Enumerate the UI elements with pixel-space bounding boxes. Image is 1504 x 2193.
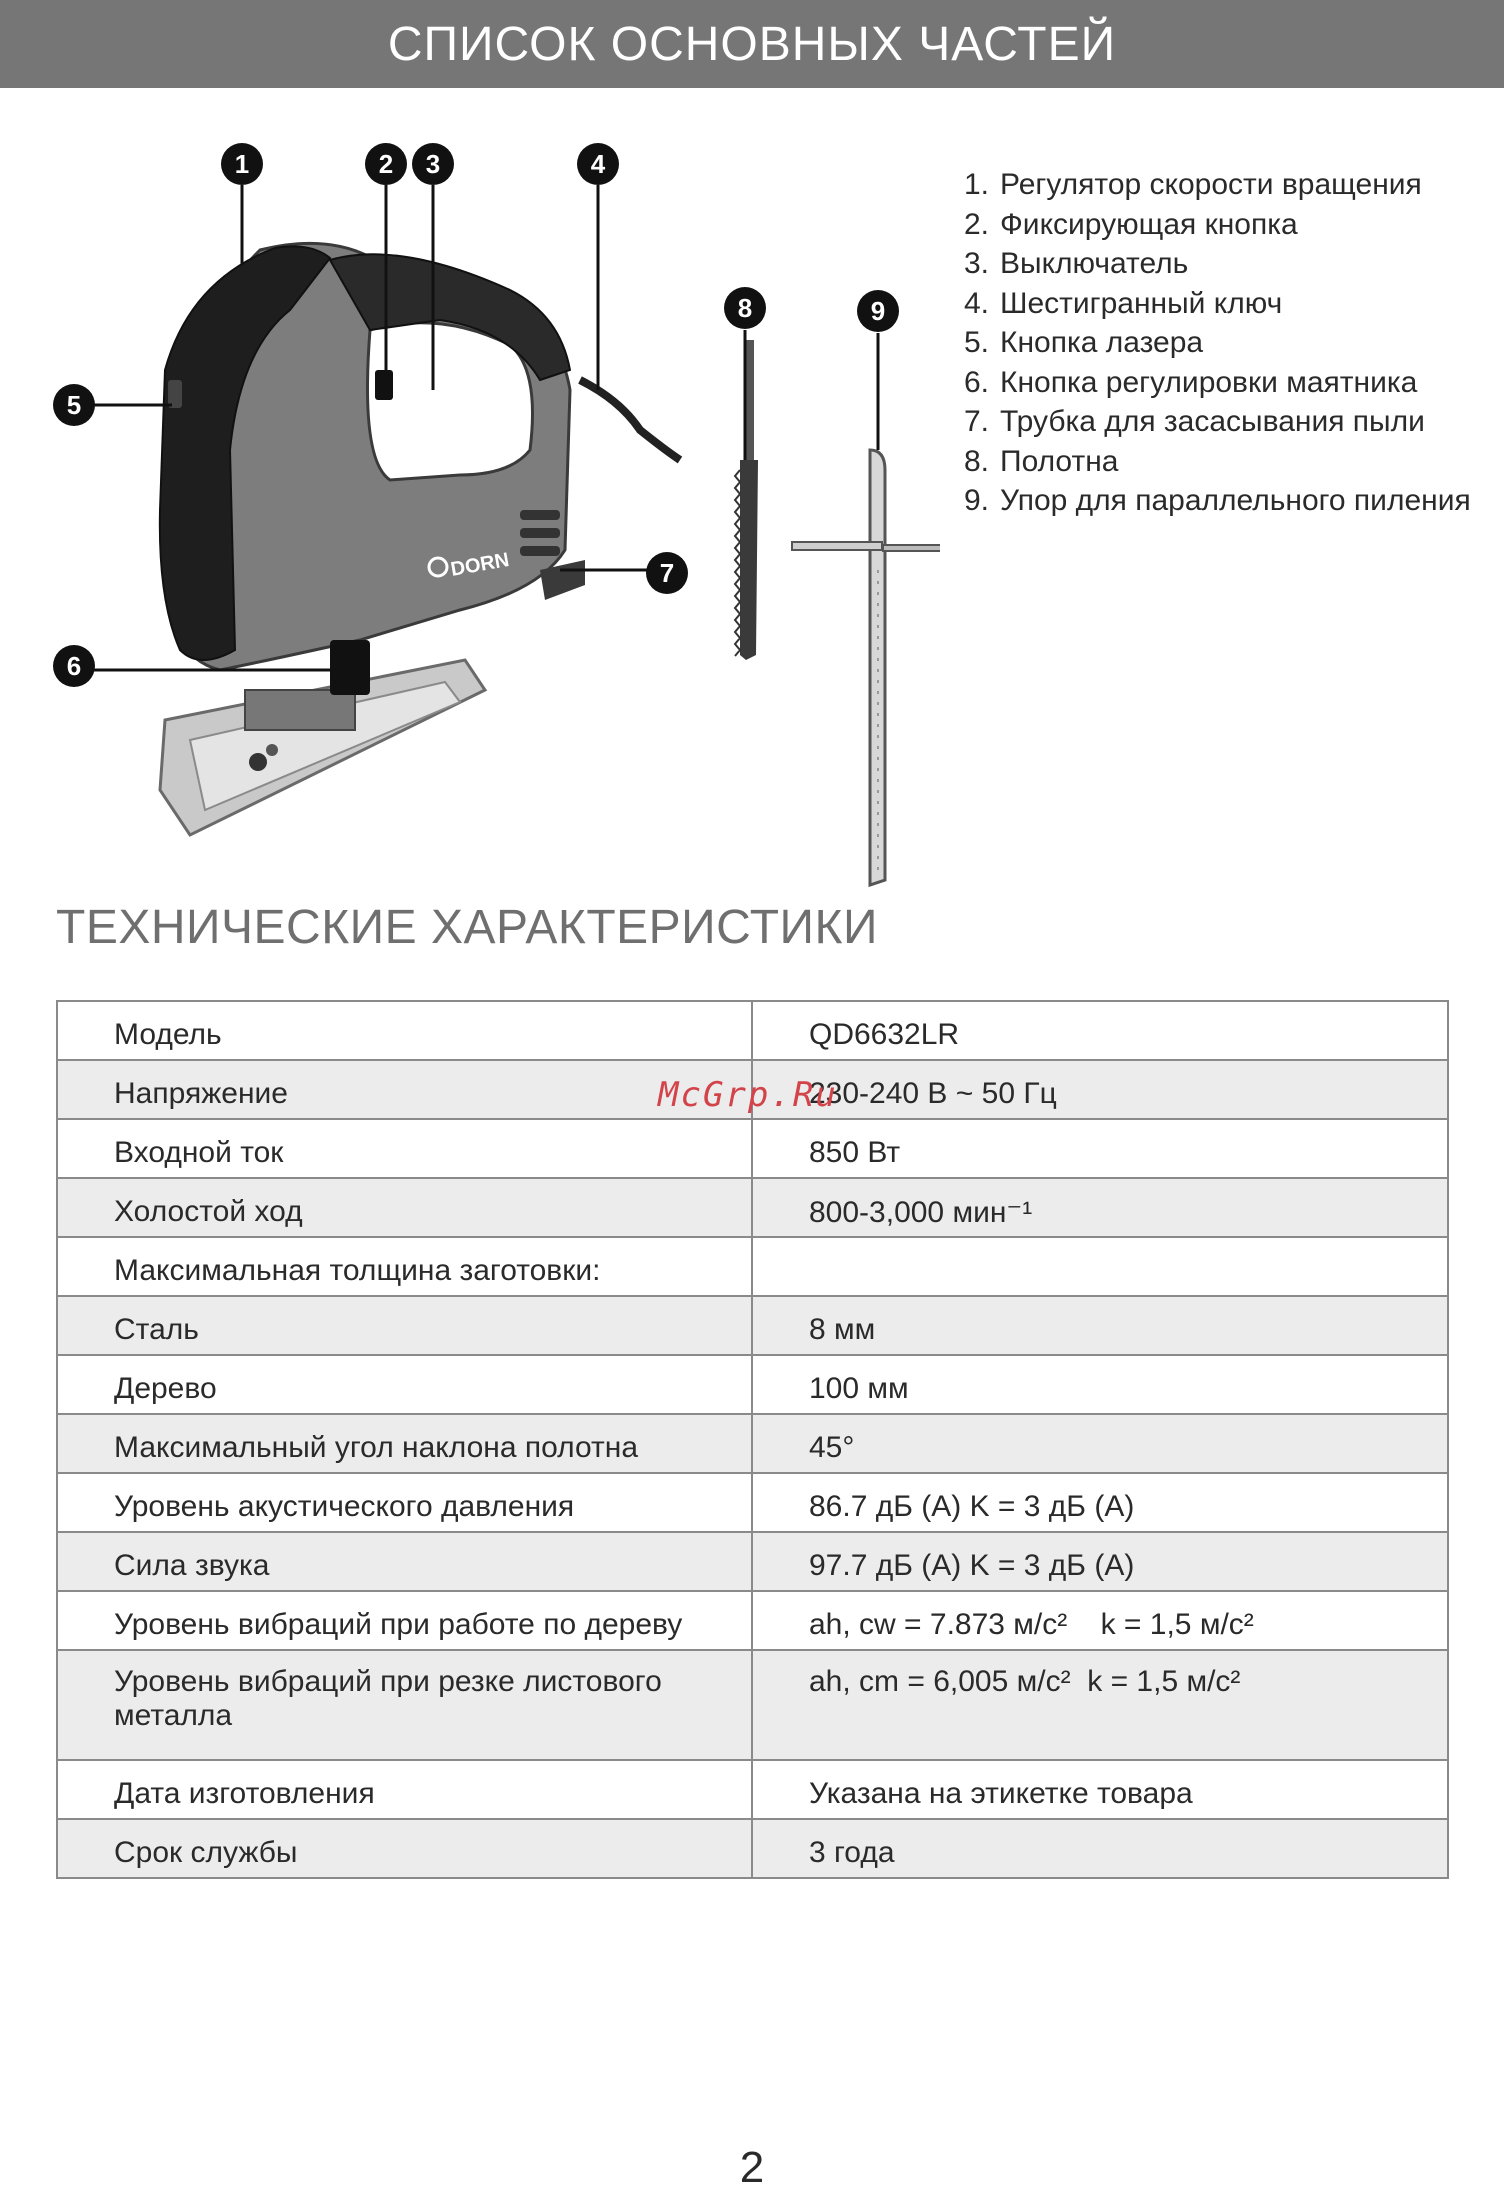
svg-text:5: 5 — [66, 390, 82, 420]
spec-label: Уровень акустического давления — [57, 1473, 752, 1532]
svg-text:6: 6 — [66, 651, 82, 681]
watermark: McGrp.Ru — [658, 1075, 838, 1115]
spec-label: Напряжение — [57, 1060, 752, 1119]
table-row — [57, 1473, 1448, 1532]
spec-value: 800-3,000 мин⁻¹ — [752, 1178, 1448, 1237]
callout-1 — [221, 143, 263, 185]
spec-value: QD6632LR — [752, 1001, 1448, 1060]
spec-label: Входной ток — [57, 1119, 752, 1178]
jigsaw-illustration — [40, 130, 940, 900]
page-header — [0, 0, 1504, 88]
svg-text:8: 8 — [737, 293, 753, 323]
spec-label: Сила звука — [57, 1532, 752, 1591]
parts-list-item: 6. Кнопка регулировки маятника — [964, 365, 1418, 399]
table-row — [57, 1001, 1448, 1060]
callout-7 — [646, 552, 688, 594]
spec-label: Максимальная толщина заготовки: — [57, 1237, 752, 1296]
callout-8 — [724, 287, 766, 329]
table-row — [57, 1760, 1448, 1819]
pendulum-knob-shape — [330, 640, 370, 695]
spec-label: Уровень вибраций при резке листового металла — [57, 1650, 752, 1760]
table-row — [57, 1650, 1448, 1760]
spec-value: 45° — [752, 1414, 1448, 1473]
base-plate — [160, 660, 485, 835]
spec-value: 230-240 В ~ 50 Гц — [752, 1060, 1448, 1119]
spec-label: Сталь — [57, 1296, 752, 1355]
spec-value: 850 Вт — [752, 1119, 1448, 1178]
table-row — [57, 1237, 1448, 1296]
callout-2 — [365, 143, 407, 185]
table-row — [57, 1591, 1448, 1650]
table-row — [57, 1414, 1448, 1473]
svg-text:2: 2 — [378, 149, 394, 179]
specs-table — [56, 1000, 1449, 1879]
specs-title: ТЕХНИЧЕСКИЕ ХАРАКТЕРИСТИКИ — [56, 901, 879, 954]
svg-text:1: 1 — [234, 149, 250, 179]
svg-text:7: 7 — [659, 558, 675, 588]
spec-value: 100 мм — [752, 1355, 1448, 1414]
table-row — [57, 1296, 1448, 1355]
spec-label: Максимальный угол наклона полотна — [57, 1414, 752, 1473]
tool-body — [160, 243, 680, 695]
callout-5 — [53, 384, 95, 426]
spec-value: Указана на этикетке товара — [752, 1760, 1448, 1819]
parts-list-item: 1. Регулятор скорости вращения — [964, 168, 1422, 201]
spec-value: 86.7 дБ (A) K = 3 дБ (A) — [752, 1473, 1448, 1532]
svg-text:4: 4 — [590, 149, 606, 179]
table-row — [57, 1178, 1448, 1237]
spec-label: Дата изготовления — [57, 1760, 752, 1819]
page-number: 2 — [739, 2143, 765, 2192]
parts-list-item: 5. Кнопка лазера — [964, 326, 1204, 359]
spec-value: 3 года — [752, 1819, 1448, 1878]
parts-list-item: 7. Трубка для засасывания пыли — [964, 405, 1425, 438]
callout-9 — [857, 290, 899, 332]
spec-label: Срок службы — [57, 1819, 752, 1878]
parts-list-item: 9. Упор для параллельного пиления — [964, 484, 1471, 517]
spec-label: Уровень вибраций при работе по дереву — [57, 1591, 752, 1650]
spec-value: ah, cm = 6,005 м/с² k = 1,5 м/с² — [752, 1650, 1448, 1760]
parts-list-item: 4. Шестигранный ключ — [964, 286, 1283, 320]
spec-label: Модель — [57, 1001, 752, 1060]
parts-list-item: 3. Выключатель — [964, 247, 1189, 280]
table-row — [57, 1119, 1448, 1178]
lock-button-shape — [375, 370, 393, 400]
spec-value: ah, cw = 7.873 м/с² k = 1,5 м/с² — [752, 1591, 1448, 1650]
table-row — [57, 1355, 1448, 1414]
spec-label: Холостой ход — [57, 1178, 752, 1237]
spec-value: 97.7 дБ (A) K = 3 дБ (A) — [752, 1532, 1448, 1591]
parts-figure — [40, 130, 940, 900]
callout-3 — [412, 143, 454, 185]
brand-label: DORN — [449, 549, 511, 581]
parts-list — [964, 165, 1484, 521]
table-row — [57, 1532, 1448, 1591]
svg-text:3: 3 — [425, 149, 441, 179]
svg-text:9: 9 — [870, 296, 886, 326]
page-header-title: СПИСОК ОСНОВНЫХ ЧАСТЕЙ — [387, 17, 1117, 71]
parts-list-item: 8. Полотна — [964, 444, 1119, 478]
parallel-guide — [792, 450, 940, 885]
spec-value — [752, 1237, 1448, 1296]
table-row — [57, 1819, 1448, 1878]
spec-label: Дерево — [57, 1355, 752, 1414]
callout-4 — [577, 143, 619, 185]
callout-6 — [53, 645, 95, 687]
spec-value: 8 мм — [752, 1296, 1448, 1355]
parts-list-item: 2. Фиксирующая кнопка — [964, 207, 1298, 241]
